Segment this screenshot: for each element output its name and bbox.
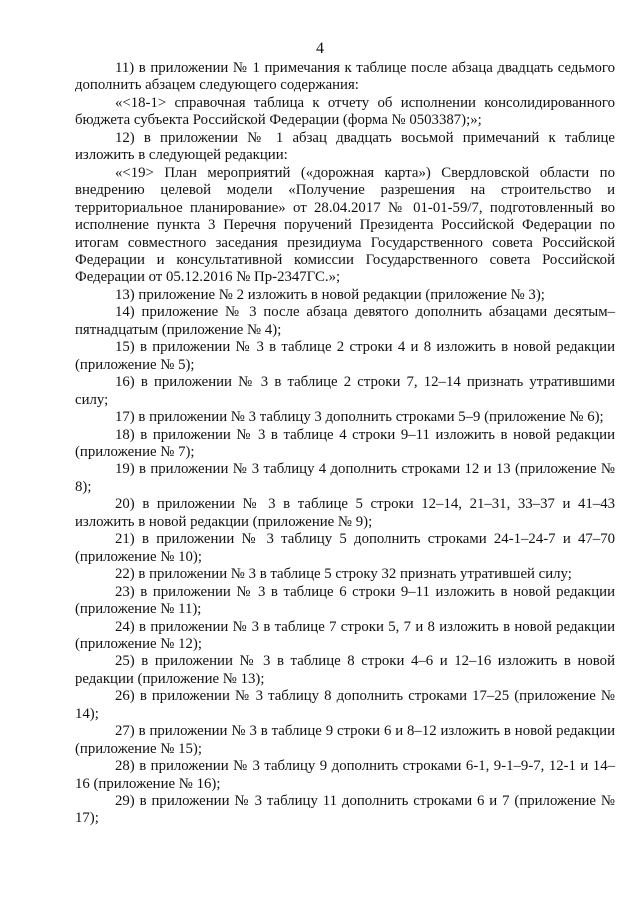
paragraph-13: 13) приложение № 2 изложить в новой редакции (приложение № 3); [115, 286, 545, 303]
page-number: 4 [316, 40, 324, 57]
paragraph-15: 15) в приложении № 3 в таблице 2 строки 4 и 8 изложить в новой редакции (приложение № 5); [75, 339, 615, 373]
paragraph-26: 26) в приложении № 3 таблицу 8 дополнить строками 17–25 (приложение № 14); [75, 688, 615, 722]
paragraph-27: 27) в приложении № 3 в таблице 9 строки 6 и 8–12 изложить в новой редакции (приложение № 15); [75, 723, 615, 757]
document-body [75, 60, 615, 828]
paragraph-24: 24) в приложении № 3 в таблице 7 строки 5, 7 и 8 изложить в новой редакции (приложение № 12); [75, 618, 615, 652]
paragraph-16: 16) в приложении № 3 в таблице 2 строки 7, 12–14 признать утратившими силу; [75, 374, 615, 408]
paragraph-18: 18) в приложении № 3 в таблице 4 строки 9–11 изложить в новой редакции (приложение № 7); [75, 426, 615, 460]
paragraph-17: 17) в приложении № 3 таблицу 3 дополнить строками 5–9 (приложение № 6); [115, 409, 604, 426]
paragraph-14: 14) приложение № 3 после абзаца девятого дополнить абзацами десятым–пятнадцатым (приложение № 4); [75, 304, 615, 338]
paragraph-quote-19: «<19> План мероприятий («дорожная карта») Свердловской области по внедрению целевой модели «Получение разрешения на строительство и территориальное планирование» от 28.04.2017 № 01-01-59/7, подготовленный во исполнение пункта 3 Перечня поручений Президента Российской Федерации по итогам совместного заседания президиума Государственного совета Российской Федерации и консультативной комиссии Государственного совета Российской Федерации от 05.12.2016 № Пр-2347ГС.»; [75, 164, 615, 286]
paragraph-22: 22) в приложении № 3 в таблице 5 строку 32 признать утратившей силу; [115, 566, 572, 583]
paragraph-quote-18-1: «<18-1> справочная таблица к отчету об исполнении консолидированного бюджета субъекта Российской Федерации (форма № 0503387);»; [75, 94, 615, 129]
paragraph-12-annotation-revision: 12) в приложении № 1 абзац двадцать восьмой примечаний к таблице изложить в следующей редакции: [75, 129, 615, 164]
paragraph-25: 25) в приложении № 3 в таблице 8 строки 4–6 и 12–16 изложить в новой редакции (приложение № 13); [75, 653, 615, 687]
paragraph-21: 21) в приложении № 3 таблицу 5 дополнить строками 24-1–24-7 и 47–70 (приложение № 10); [75, 531, 615, 565]
paragraph-29: 29) в приложении № 3 таблицу 11 дополнить строками 6 и 7 (приложение № 17); [75, 793, 615, 827]
paragraph-23: 23) в приложении № 3 в таблице 6 строки 9–11 изложить в новой редакции (приложение № 11); [75, 583, 615, 618]
paragraph-19: 19) в приложении № 3 таблицу 4 дополнить строками 12 и 13 (приложение № 8); [75, 461, 615, 495]
paragraph-28: 28) в приложении № 3 таблицу 9 дополнить строками 6-1, 9-1–9-7, 12-1 и 14–16 (приложение № 16); [75, 758, 615, 792]
paragraph-20: 20) в приложении № 3 в таблице 5 строки 12–14, 21–31, 33–37 и 41–43 изложить в новой редакции (приложение № 9); [75, 496, 615, 530]
paragraph-11-annotation-addition: 11) в приложении № 1 примечания к таблице после абзаца двадцать седьмого дополнить абзацем следующего содержания: [75, 60, 615, 94]
